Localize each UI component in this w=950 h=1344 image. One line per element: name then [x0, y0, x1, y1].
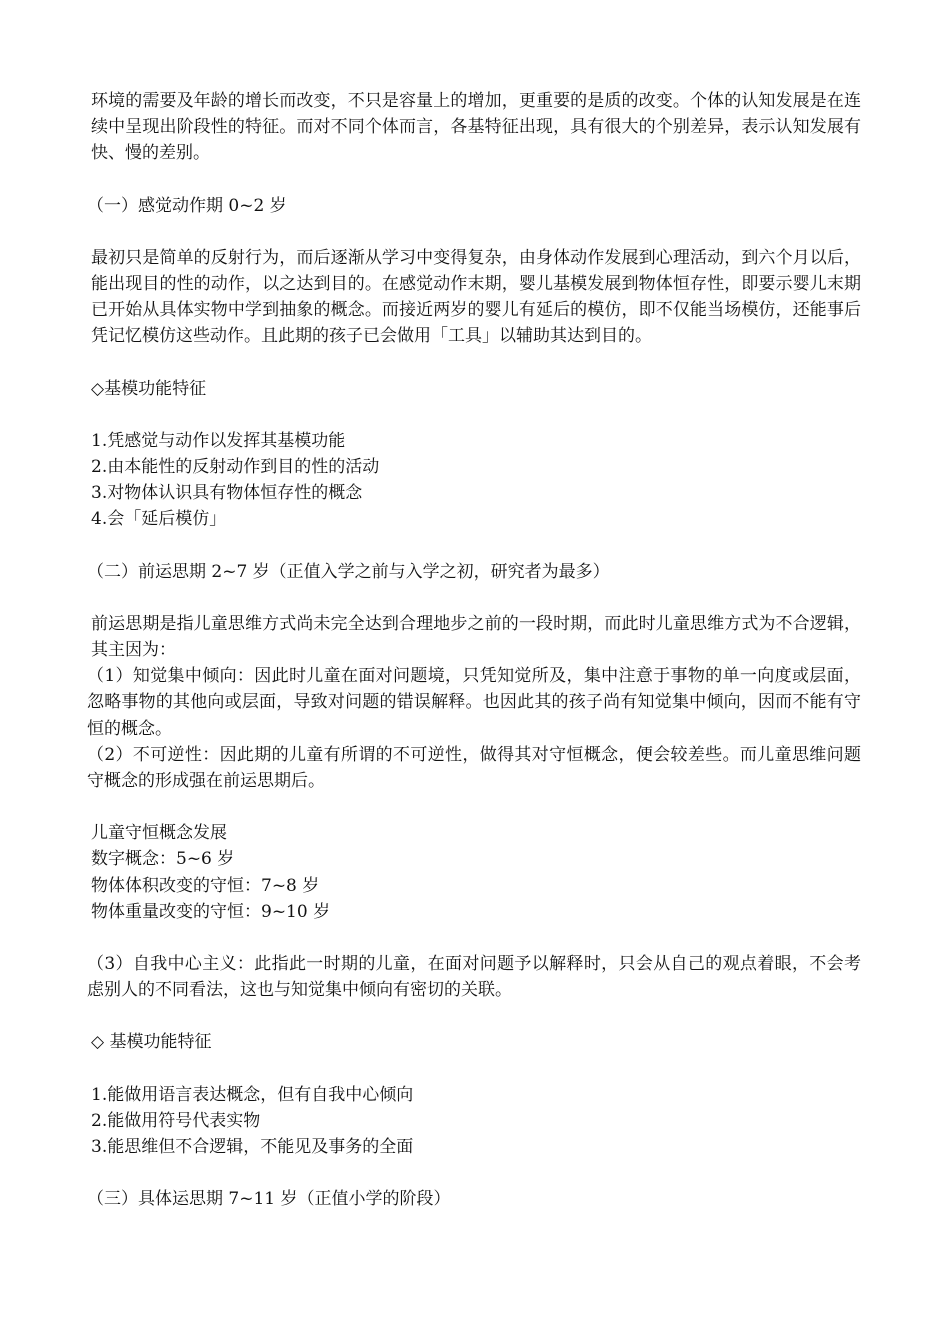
stage1-feature-list [91, 428, 861, 533]
list-item: 1.能做用语言表达概念，但有自我中心倾向 [91, 1084, 414, 1105]
spacer [91, 1160, 861, 1186]
list-item: 物体体积改变的守恒：7~8 岁 [91, 875, 320, 896]
stage2-point-2: （2）不可逆性：因此期的儿童有所谓的不可逆性，做得其对守恒概念，便会较差些。而儿童思维问题守概念的形成强在前运思期后。 [87, 744, 861, 792]
stage1-features-title: ◇基模功能特征 [91, 378, 207, 399]
list-item: 4.会「延后模仿」 [91, 509, 227, 530]
spacer [91, 585, 861, 611]
list-item: 1.凭感觉与动作以发挥其基模功能 [91, 430, 346, 451]
list-item: 数字概念：5~6 岁 [91, 849, 235, 870]
spacer [91, 402, 861, 428]
spacer [91, 794, 861, 820]
intro-paragraph: 环境的需要及年龄的增长而改变，不只是容量上的增加，更重要的是质的改变。个体的认知发展是在连续中呈现出阶段性的特征。而对不同个体而言，各基特征出现，具有很大的个别差异，表示认知发展有快、慢的差别。 [91, 91, 861, 164]
stage2-feature-list [91, 1082, 861, 1161]
conservation-list [91, 820, 861, 925]
stage2-heading: （二）前运思期 2~7 岁（正值入学之前与入学之初，研究者为最多） [87, 561, 610, 582]
stage2-intro: 前运思期是指儿童思维方式尚未完全达到合理地步之前的一段时期，而此时儿童思维方式为不合逻辑，其主因为： [91, 613, 861, 661]
spacer [91, 167, 861, 193]
spacer [91, 925, 861, 951]
spacer [91, 533, 861, 559]
list-item: 3.对物体认识具有物体恒存性的概念 [91, 483, 363, 504]
spacer [91, 1003, 861, 1029]
stage1-heading: （一）感觉动作期 0~2 岁 [87, 195, 287, 216]
list-item: 2.能做用符号代表实物 [91, 1110, 261, 1131]
stage1-description: 最初只是简单的反射行为，而后逐渐从学习中变得复杂，由身体动作发展到心理活动，到六个月以后，能出现目的性的动作，以之达到目的。在感觉动作末期，婴儿基模发展到物体恒存性，即要示婴儿末期已开始从具体实物中学到抽象的概念。而接近两岁的婴儿有延后的模仿，即不仅能当场模仿，还能事后凭记忆模仿这些动作。且此期的孩子已会做用「工具」以辅助其达到目的。 [91, 247, 861, 347]
spacer [91, 219, 861, 245]
stage2-point-1: （1）知觉集中倾向：因此时儿童在面对问题境，只凭知觉所及，集中注意于事物的单一向度或层面，忽略事物的其他向或层面，导致对问题的错误解释。也因此其的孩子尚有知觉集中倾向，因而不能有守恒的概念。 [87, 666, 861, 739]
spacer [91, 1056, 861, 1082]
list-item: 儿童守恒概念发展 [91, 823, 227, 844]
spacer [91, 350, 861, 376]
document-page [87, 88, 861, 1213]
list-item: 物体重量改变的守恒：9~10 岁 [91, 901, 331, 922]
list-item: 2.由本能性的反射动作到目的性的活动 [91, 457, 380, 478]
stage2-point-3: （3）自我中心主义：此指此一时期的儿童，在面对问题予以解释时，只会从自己的观点着眼，不会考虑别人的不同看法，这也与知觉集中倾向有密切的关联。 [87, 954, 861, 1001]
stage3-heading: （三）具体运思期 7~11 岁（正值小学的阶段） [87, 1189, 451, 1210]
list-item: 3.能思维但不合逻辑，不能见及事务的全面 [91, 1137, 414, 1158]
stage2-features-title: ◇ 基模功能特征 [91, 1032, 212, 1053]
